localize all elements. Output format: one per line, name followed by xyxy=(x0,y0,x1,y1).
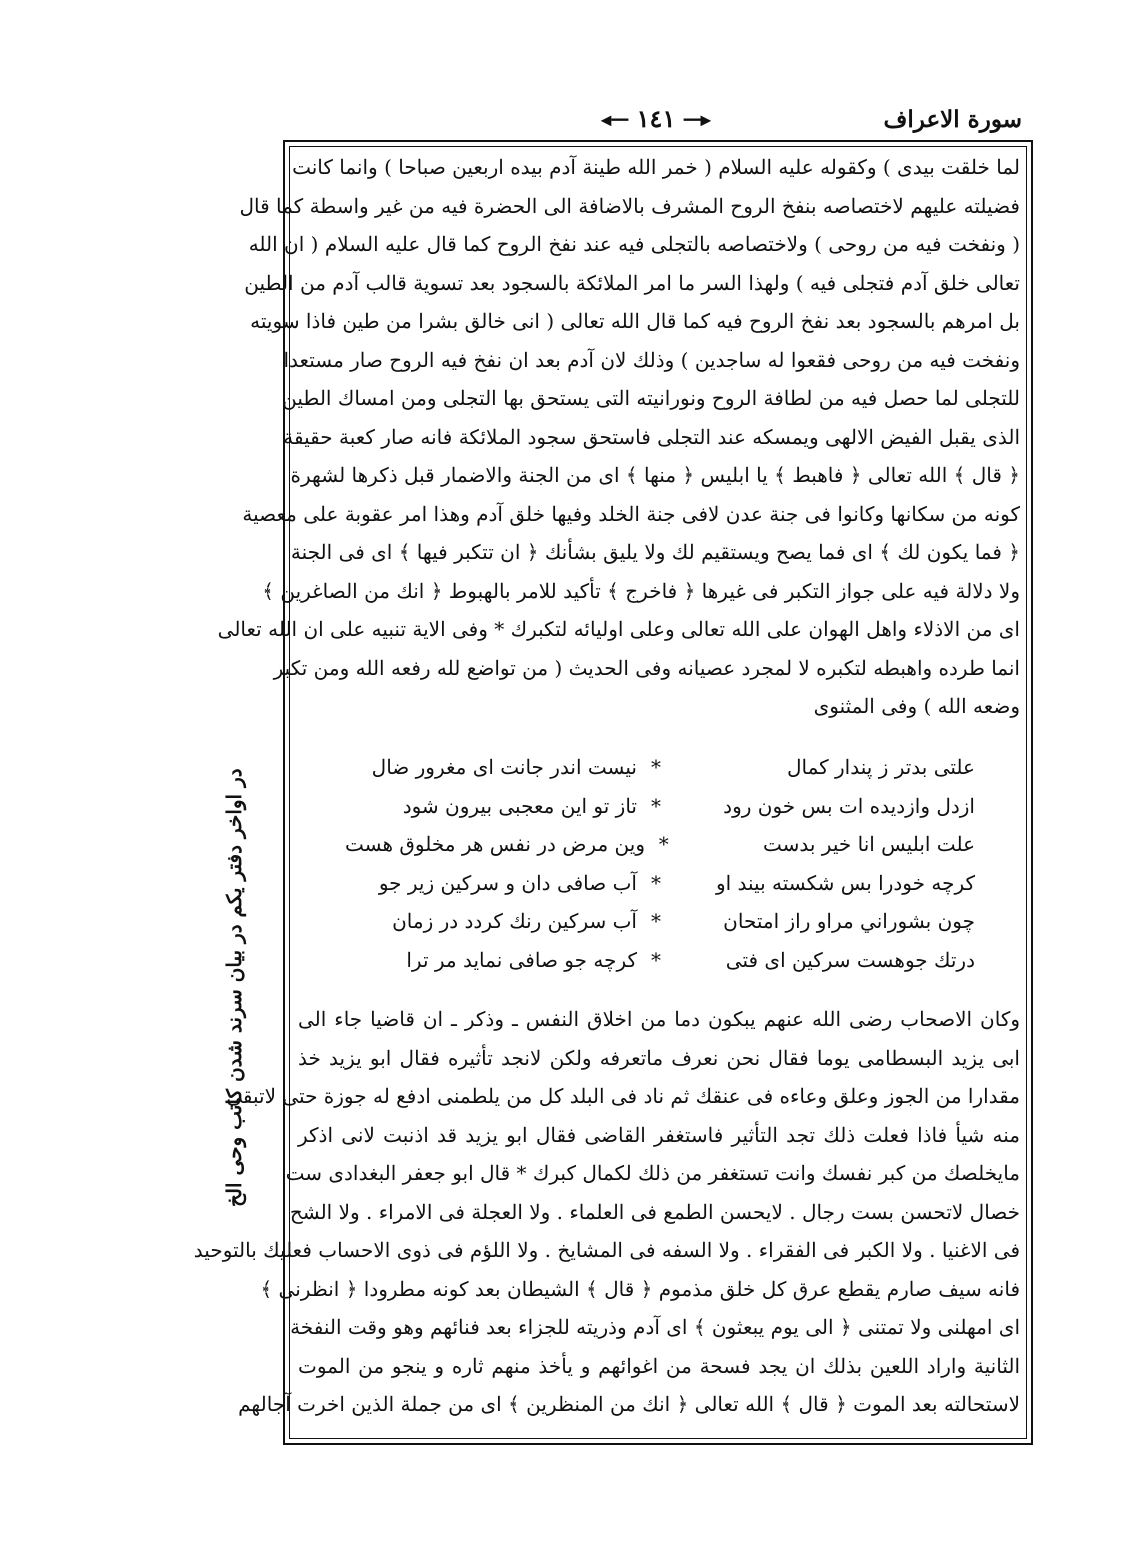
page-number: ١٤١ xyxy=(636,104,676,133)
verse-first-hemistich: كرچه خودرا بس شكسته بيند او xyxy=(715,870,975,895)
text-line: اى من الاذلاء واهل الهوان على الله تعالى وعلى اوليائه لتكبرك * وفى الاية تنبيه على ان الله تعالى xyxy=(217,617,1020,641)
verse-second-hemistich: كرچه جو صافى نمايد مر ترا xyxy=(406,947,637,972)
surah-title: سورة الاعراف xyxy=(883,106,1022,133)
text-line: الثانية واراد اللعين بذلك ان يجد فسحة من اغوائهم و يأخذ منهم ثاره و ينجو من الموت xyxy=(298,1353,1020,1378)
verse-line xyxy=(345,825,975,864)
verse-separator: * xyxy=(651,947,661,972)
text-line: انما طرده واهبطه لتكبره لا لمجرد عصيانه وفى الحديث ( من تواضع لله رفعه الله ومن تكبر xyxy=(273,655,1020,680)
verse-second-hemistich: نيست اندر جانت اى مغرور ضال xyxy=(371,755,637,779)
text-line: ابى يزيد البسطامى يوما فقال نحن نعرف ماتعرفه ولكن لانجد تأثيره فقال ابو يزيد خذ xyxy=(298,1045,1020,1070)
verse-first-hemistich: ازدل وازديده ات بس خون رود xyxy=(723,793,975,818)
verse-line xyxy=(345,864,975,903)
right-ornament-icon: ━━▶ xyxy=(683,112,712,129)
main-text-block-2 xyxy=(193,1000,1020,1424)
verse-line xyxy=(345,941,975,980)
page-number-block xyxy=(601,104,712,133)
text-line: ولا دلالة فيه على جواز التكبر فى غيرها ﴿ فاخرج ﴾ تأكيد للامر بالهبوط ﴿ انك من الصاغرين ﴾ xyxy=(262,578,1020,603)
text-line: مايخلصك من كبر نفسك وانت تستغفر من ذلك لكمال كبرك * قال ابو جعفر البغدادى ست xyxy=(285,1161,1020,1185)
text-line: ﴿ فما يكون لك ﴾ اى فما يصح ويستقيم لك ولا يليق بشأنك ﴿ ان تتكبر فيها ﴾ اى فى الجنة xyxy=(290,540,1020,564)
poem-verses xyxy=(345,748,975,979)
text-line: للتجلى لما حصل فيه من لطافة الروح ونورانيته التى يستحق بها التجلى ومن امساك الطين xyxy=(282,386,1020,410)
verse-first-hemistich: درتك جوهست سركين اى فتى xyxy=(725,947,975,972)
text-line: لاستحالته بعد الموت ﴿ قال ﴾ الله تعالى ﴿ انك من المنظرين ﴾ اى من جملة الذين اخرت آجالهم xyxy=(238,1392,1020,1416)
text-line: وكان الاصحاب رضى الله عنهم يبكون دما من اخلاق النفس ـ وذكر ـ ان قاضيا جاء الى xyxy=(298,1007,1020,1031)
verse-separator: * xyxy=(658,832,669,856)
verse-separator: * xyxy=(651,909,661,933)
text-line: ﴿ قال ﴾ الله تعالى ﴿ فاهبط ﴾ يا ابليس ﴿ منها ﴾ اى من الجنة والاضمار قبل ذكرها لشهرة xyxy=(290,463,1020,487)
text-line: وضعه الله ) وفى المثنوى xyxy=(813,694,1020,718)
text-line: خصال لاتحسن بست رجال . لايحسن الطمع فى العلماء . ولا العجلة فى الامراء . ولا الشح xyxy=(289,1199,1020,1224)
text-line: اى امهلنى ولا تمتنى ﴿ الى يوم يبعثون ﴾ اى آدم وذريته للجزاء بعد فنائهم وهو وقت النفخة xyxy=(290,1315,1020,1339)
text-line: كونه من سكانها وكانوا فى جنة عدن لافى جنة الخلد وفيها خلق آدم وهذا امر عقوبة على معصية xyxy=(242,501,1020,526)
text-line: لما خلقت بيدى ) وكقوله عليه السلام ( خمر الله طينة آدم بيده اربعين صباحا ) وانما كانت xyxy=(292,155,1020,179)
text-line: منه شيأ فاذا فعلت ذلك تجد التأثير فاستغفر القاضى فقال ابو يزيد قد اذنبت لانى اذكر xyxy=(298,1122,1020,1147)
text-line: الذى يقبل الفيض الالهى ويمسكه عند التجلى فاستحق سجود الملائكة فانه صار كعبة حقيقة xyxy=(283,424,1020,449)
text-line: تعالى خلق آدم فتجلى فيه ) ولهذا السر ما امر الملائكة بالسجود بعد تسوية قالب آدم من الطين xyxy=(244,270,1020,295)
page-header xyxy=(290,104,1022,138)
verse-first-hemistich: علتى بدتر ز پندار كمال xyxy=(786,755,975,779)
text-line: فى الاغنيا . ولا الكبر فى الفقراء . ولا السفه فى المشايخ . ولا اللؤم فى ذوى الاحساب فعليك بالتوحيد xyxy=(193,1238,1020,1262)
margin-note: در اواخر دفتر يكم در بيان سرند شدن كاتب وحى الخ xyxy=(222,768,246,1208)
text-line: بل امرهم بالسجود بعد نفخ الروح فيه كما قال الله تعالى ( انى خالق بشرا من طين فاذا سويته xyxy=(250,309,1020,333)
verse-first-hemistich: چون بشوراني مراو راز امتحان xyxy=(723,909,975,933)
verse-separator: * xyxy=(651,793,661,818)
verse-second-hemistich: آب سركين رنك كردد در زمان xyxy=(392,909,637,933)
left-ornament-icon: ◀━━ xyxy=(600,112,629,129)
text-line: ( ونفخت فيه من روحى ) ولاختصاصه بالتجلى فيه عند نفخ الروح كما قال عليه السلام ( ان الله xyxy=(248,232,1020,256)
verse-separator: * xyxy=(651,755,661,779)
verse-line xyxy=(345,748,975,787)
verse-line xyxy=(345,787,975,826)
verse-second-hemistich: آب صافى دان و سركين زير جو xyxy=(378,870,637,895)
verse-second-hemistich: وين مرض در نفس هر مخلوق هست xyxy=(345,832,645,856)
text-line: فضيلته عليهم لاختصاصه بنفخ الروح المشرف بالاضافة الى الحضرة فيه من غير واسطة كما قال xyxy=(239,193,1020,218)
text-line: ونفخت فيه من روحى فقعوا له ساجدين ) وذلك لان آدم بعد ان نفخ فيه الروح صار مستعدا xyxy=(283,347,1020,372)
verse-separator: * xyxy=(651,870,661,895)
main-text-block-1 xyxy=(217,148,1020,726)
verse-second-hemistich: تاز تو اين معجبى بيرون شود xyxy=(402,793,637,818)
verse-line xyxy=(345,902,975,941)
text-line: مقدارا من الجوز وعلق وعاءه فى عنقك ثم ناد فى البلد كل من يلطمنى ادفع له جوزة حتى لاتبقى xyxy=(226,1084,1020,1108)
verse-first-hemistich: علت ابليس انا خير بدست xyxy=(762,832,975,856)
text-line: فانه سيف صارم يقطع عرق كل خلق مذموم ﴿ قال ﴾ الشيطان بعد كونه مطرودا ﴿ انظرنى ﴾ xyxy=(260,1276,1020,1301)
